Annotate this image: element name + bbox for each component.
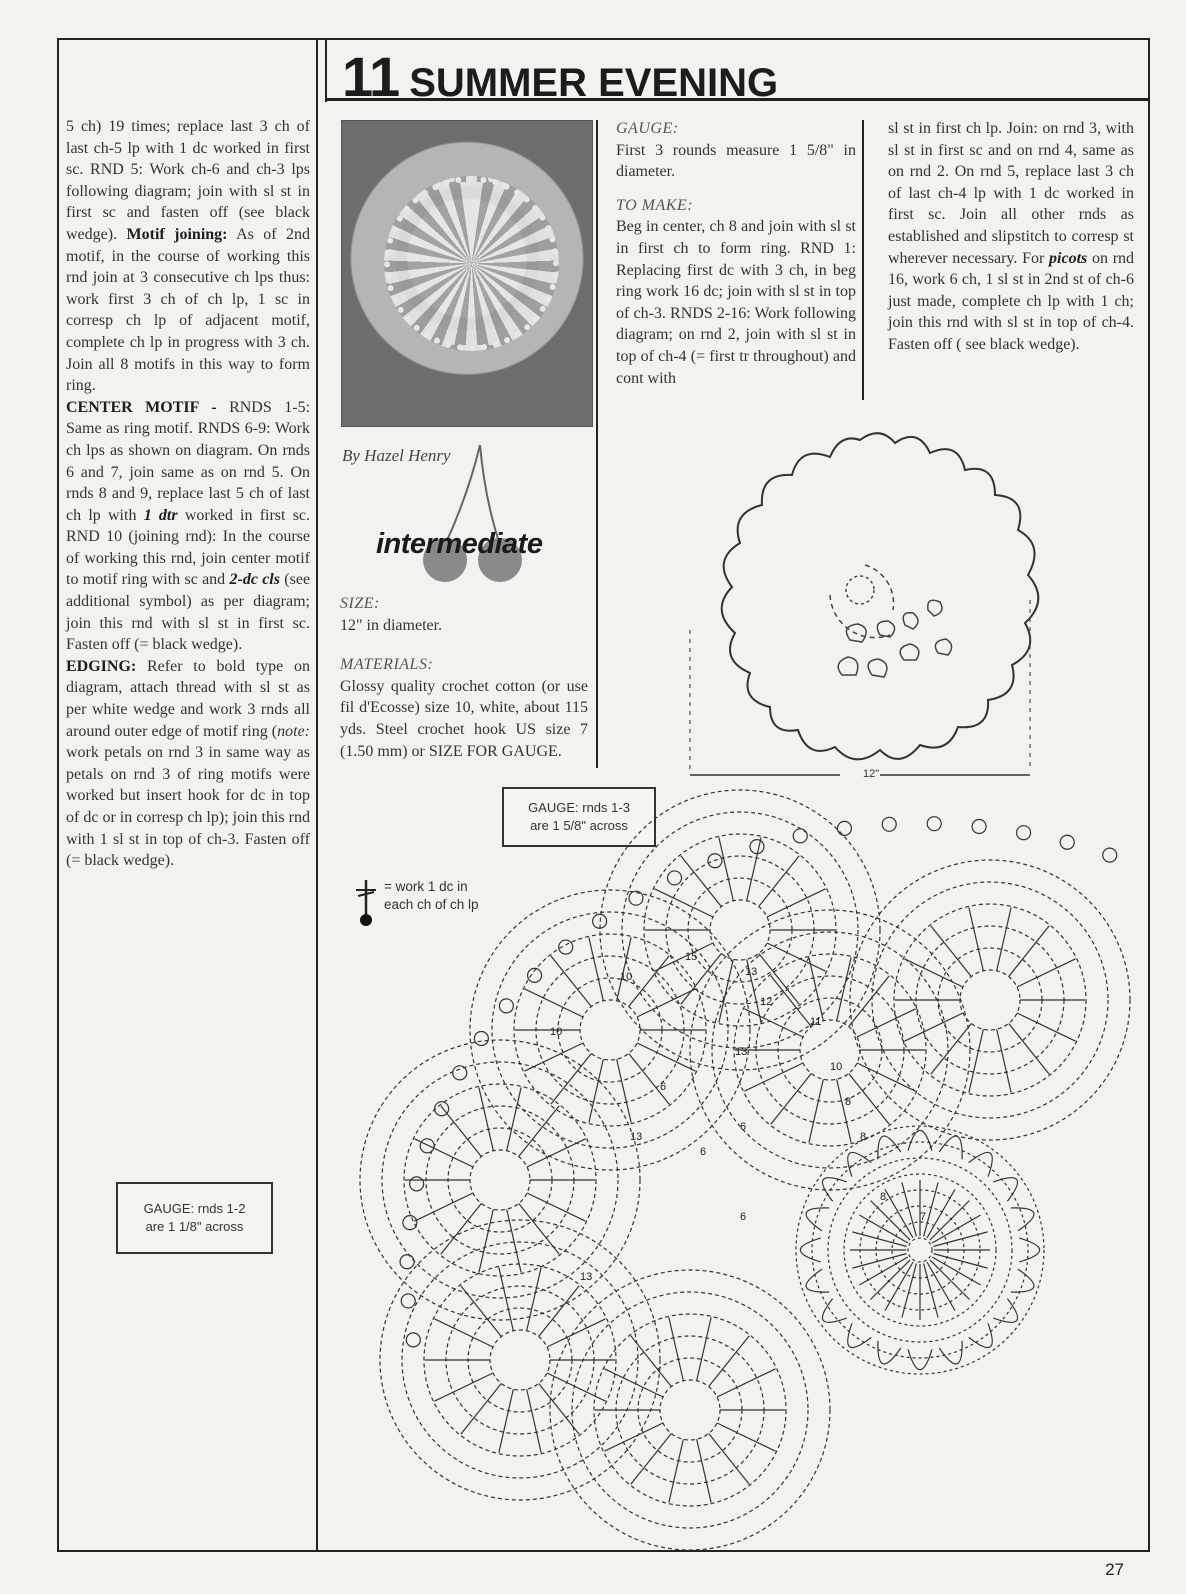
chart-stitch: [930, 1201, 970, 1241]
chart-picot: [474, 1031, 488, 1045]
chart-stitch: [527, 1267, 541, 1330]
right-column-a: [616, 118, 856, 389]
gauge-box-line: are 1 1/8" across: [145, 1219, 244, 1234]
chart-petal: [1011, 1269, 1034, 1292]
doily-photo: [341, 120, 593, 427]
chart-stitch: [997, 907, 1011, 970]
chart-stitch: [519, 1106, 560, 1157]
chart-stitch: [631, 1336, 672, 1387]
size-label: SIZE:: [340, 595, 380, 612]
chart-petal: [1011, 1208, 1034, 1231]
crochet-chart: [360, 800, 1140, 1550]
chart-stitch: [527, 1139, 586, 1167]
chart-arc: [470, 1150, 530, 1210]
chart-arc: [690, 910, 970, 1190]
chart-stitch: [1017, 1013, 1076, 1041]
text-run: Refer to bold type on diagram, attach thread with sl st as per white wedge and work 3 rnds all around outer edge of motif ring (: [66, 657, 311, 740]
chart-round-label: 6: [740, 1121, 747, 1133]
chart-stitch: [931, 926, 972, 977]
chart-picot: [420, 1139, 434, 1153]
chart-round-label: 8: [845, 1096, 852, 1108]
chart-arc: [850, 860, 1130, 1140]
page-title: [342, 44, 778, 109]
dtr-term: 1 dtr: [143, 506, 178, 524]
gauge-box-line: GAUGE: rnds 1-3: [528, 800, 630, 815]
column-rule-2: [596, 120, 598, 768]
chart-picot: [400, 1255, 414, 1269]
chart-round-label: 8: [880, 1191, 887, 1203]
chart-petal: [806, 1208, 829, 1231]
title-rule-left: [325, 38, 327, 102]
chart-petal: [908, 1349, 932, 1369]
page-number: 27: [1105, 1560, 1124, 1579]
cls-term: 2-dc cls: [229, 571, 280, 589]
chart-stitch: [697, 1439, 711, 1502]
chart-stitch: [551, 956, 592, 1007]
chart-picot: [403, 1216, 417, 1230]
chart-stitch: [871, 1260, 911, 1300]
chart-picot: [401, 1294, 415, 1308]
materials-label: MATERIALS:: [340, 656, 434, 674]
gauge-box-rnds-1-2: [116, 1182, 273, 1254]
chart-stitch: [551, 1053, 592, 1104]
chart-ring: [796, 1126, 1044, 1374]
gauge-box-line: GAUGE: rnds 1-2: [143, 1201, 246, 1216]
chart-stitch: [669, 1317, 683, 1380]
chart-round-label: 8: [860, 1131, 867, 1143]
chart-picot: [1060, 835, 1074, 849]
chart-petal: [878, 1341, 901, 1364]
chart-stitch: [969, 907, 983, 970]
chart-stitch: [837, 957, 851, 1020]
chart-stitch: [1009, 1023, 1050, 1074]
chart-picot: [410, 1177, 424, 1191]
left-column: [66, 116, 310, 872]
chart-stitch: [441, 1203, 482, 1254]
text-run: As of 2nd motif, in the course of working this rnd join at 3 consecutive ch lps thus: work first 3 ch of ch lp, 1 sc in corresp ch lp of adjacent motif, complete ch lp in progress with 3 ch. Join all 8 motifs in this way to form ring.: [66, 225, 311, 395]
gauge-text: First 3 rounds measure 1 5/8" in diameter.: [616, 141, 856, 181]
chart-stitch: [669, 1439, 683, 1502]
pattern-name: SUMMER EVENING: [409, 61, 779, 105]
chart-round-label: 10: [830, 1061, 843, 1073]
chart-round-label: 6: [740, 1211, 747, 1223]
chart-arc: [710, 900, 770, 960]
column-rule-1: [316, 38, 318, 1552]
text-run: on rnd 16, work 6 ch, 1 sl st in 2nd st of ch-6 just made, complete ch lp with 1 ch; join this rnd with sl st in top of ch-4. Fasten off ( see black wedge).: [888, 249, 1135, 353]
chart-stitch: [1009, 926, 1050, 977]
chart-stitch: [629, 1053, 670, 1104]
gauge-box-line: are 1 5/8" across: [530, 818, 628, 833]
pattern-number: 11: [342, 45, 400, 108]
chart-stitch: [871, 1201, 911, 1241]
chart-stitch: [499, 1267, 513, 1330]
center-motif-heading: CENTER MOTIF -: [66, 398, 217, 416]
chart-stitch: [934, 1254, 988, 1268]
chart-picot: [629, 891, 643, 905]
chart-round-label: 10: [620, 971, 633, 983]
chart-arc: [660, 1380, 720, 1440]
chart-stitch: [709, 1433, 750, 1484]
chart-picot: [927, 817, 941, 831]
chart-picot: [406, 1333, 420, 1347]
chart-round-label: 10: [550, 1026, 563, 1038]
chart-stitch: [997, 1029, 1011, 1092]
note-term: note:: [277, 722, 310, 740]
column-rule-3: [862, 120, 864, 400]
chart-stitch: [717, 1369, 776, 1397]
chart-stitch: [767, 943, 826, 971]
chart-stitch: [849, 1073, 890, 1124]
chart-stitch: [719, 837, 733, 900]
chart-stitch: [931, 1023, 972, 1074]
skill-level-badge: intermediate: [376, 528, 543, 560]
chart-stitch: [771, 1073, 812, 1124]
byline: By Hazel Henry: [342, 446, 451, 465]
spacer: [616, 183, 856, 195]
chart-stitch: [461, 1286, 502, 1337]
materials-text: Glossy quality crochet cotton (or use fil d'Ecosse) size 10, white, about 115 yds. Steel crochet hook US size 7 (1.50 mm) or SIZE FOR GAUGE.: [340, 677, 588, 760]
chart-round-label: 13: [745, 966, 758, 978]
doily-image: [384, 176, 559, 351]
chart-stitch: [527, 1193, 586, 1221]
chart-picot: [750, 840, 764, 854]
symbol-key-line: each ch of ch lp: [384, 897, 479, 912]
chart-picot: [499, 999, 513, 1013]
chart-stitch: [507, 1087, 521, 1150]
chart-stitch: [969, 1029, 983, 1092]
chart-stitch: [479, 1087, 493, 1150]
chart-petal: [969, 1152, 993, 1176]
text-run: sl st in first ch lp. Join: on rnd 3, with sl st in first sc and on rnd 4, same as on rnd 2. On rnd 5, replace last 3 ch of last ch-4 lp with 1 dc worked in first sc. Join all other rnds as established and slipstitch to corresp st wherever necessary. For: [888, 120, 1134, 267]
chart-stitch: [859, 1257, 907, 1285]
chart-stitch: [507, 1209, 521, 1272]
symbol-key-line: = work 1 dc in: [384, 879, 468, 894]
spacer: [340, 636, 588, 654]
chart-picot: [882, 817, 896, 831]
edging-heading: EDGING:: [66, 657, 137, 675]
chart-stitch: [617, 1059, 631, 1122]
chart-petal: [939, 1136, 962, 1159]
schematic-dimension: 12": [863, 768, 880, 780]
chart-round-label: 11: [810, 1016, 822, 1028]
picots-term: picots: [1049, 249, 1088, 267]
chart-ring: [908, 1238, 932, 1262]
chart-stitch: [849, 976, 890, 1027]
chart-stitch: [527, 1389, 541, 1452]
chart-stitch: [631, 1433, 672, 1484]
chart-round-label: 13: [580, 1271, 593, 1283]
chart-arc: [550, 1270, 830, 1550]
chart-round-label: 13: [630, 1131, 643, 1143]
chart-arc: [960, 970, 1020, 1030]
chart-stitch: [637, 1043, 696, 1071]
chart-stitch: [461, 1383, 502, 1434]
chart-stitch: [479, 1209, 493, 1272]
chart-stitch: [629, 956, 670, 1007]
left-paragraph-2: [66, 397, 310, 656]
text-run: RNDS 1-5: Same as ring motif. RNDS 6-9: Work ch lps as shown on diagram. On rnds 6 and 7, join same as on rnd 5. On rnds 8 and 9, replace last 5 ch of last ch lp with: [66, 398, 311, 524]
right-paragraph: [888, 118, 1134, 356]
to-make-text: Beg in center, ch 8 and join with sl st in first ch to form ring. RND 1: Replacing first dc with 3 ch, in beg ring work 16 dc; join with sl st in top of ch-3. RNDS 2-16: Work following diagram; on rnd 2, join with sl st in top of ch-4 (= first tr throughout) and cont with: [616, 218, 856, 387]
middle-column: [340, 593, 588, 762]
chart-round-label: 12: [760, 996, 773, 1008]
text-run: worked in first sc. RND 10 (joining rnd): In the course of working this rnd, join center motif to motif ring with sc and: [66, 506, 311, 589]
chart-petal: [806, 1269, 829, 1292]
chart-picot: [668, 871, 682, 885]
cherry-icon: [410, 445, 530, 585]
doily-schematic: [690, 425, 1050, 795]
chart-stitch: [637, 989, 696, 1017]
left-paragraph-3: [66, 656, 310, 872]
chart-arc: [580, 1000, 640, 1060]
chart-stitch: [932, 1257, 980, 1285]
text-run: work petals on rnd 3 in same way as petals on rnd 3 of ring motifs were worked but insert hook for dc in top of dc or in corresp ch lp); join this rnd with 1 sl st in top of ch-3. Fasten off (= black wedge).: [66, 744, 310, 870]
to-make-label: TO MAKE:: [616, 196, 694, 214]
chart-stitch: [709, 1336, 750, 1387]
chart-arc: [380, 1220, 660, 1500]
chart-stitch: [747, 837, 761, 900]
chart-stitch: [809, 1079, 823, 1142]
chart-round-label: 6: [700, 1146, 707, 1158]
chart-picot: [1017, 826, 1031, 840]
chart-stitch: [589, 1059, 603, 1122]
chart-picot: [837, 821, 851, 835]
text-run: 5 ch) 19 times; replace last 3 ch of last ch-5 lp with 1 dc worked in first sc. RND 5: Work ch-6 and ch-3 lps following diagram; join with sl st in first sc and fasten off (see black wedge).: [66, 118, 310, 243]
chart-picot: [1103, 848, 1117, 862]
text-run: (see additional symbol) as per diagram; join this rnd with sl st in first sc. Fasten off (= black wedge).: [66, 571, 311, 654]
chart-petal: [1019, 1238, 1039, 1262]
chart-picot: [453, 1066, 467, 1080]
chart-petal: [993, 1178, 1017, 1202]
chart-stitch: [681, 856, 722, 907]
chart-stitch: [857, 1009, 916, 1037]
chart-stitch: [857, 1063, 916, 1091]
chart-stitch: [547, 1319, 606, 1347]
size-text: 12" in diameter.: [340, 616, 443, 634]
chart-petal: [939, 1341, 962, 1364]
chart-stitch: [717, 1423, 776, 1451]
chart-arc: [490, 1330, 550, 1390]
chart-picot: [793, 829, 807, 843]
chart-round-label: 15: [685, 951, 698, 963]
chart-stitch: [1017, 959, 1076, 987]
chart-petal: [908, 1130, 932, 1150]
motif-joining-heading: Motif joining:: [126, 225, 228, 243]
chart-stitch: [759, 856, 800, 907]
gauge-label: GAUGE:: [616, 120, 679, 137]
chart-round-label: 7: [920, 1211, 927, 1223]
chart-stitch: [930, 1260, 970, 1300]
chart-round-label: 13: [735, 1046, 748, 1058]
chart-stitch: [499, 1389, 513, 1452]
chart-picot: [972, 819, 986, 833]
chart-petal: [800, 1238, 820, 1262]
chart-round-label: 6: [660, 1081, 667, 1093]
chart-stitch: [924, 1264, 938, 1318]
right-column-b: [888, 118, 1134, 356]
chart-stitch: [927, 1189, 955, 1237]
chart-stitch: [539, 1286, 580, 1337]
chart-stitch: [697, 1317, 711, 1380]
left-paragraph-1: [66, 116, 310, 397]
chart-stitch: [837, 1079, 851, 1142]
chart-stitch: [767, 889, 826, 917]
